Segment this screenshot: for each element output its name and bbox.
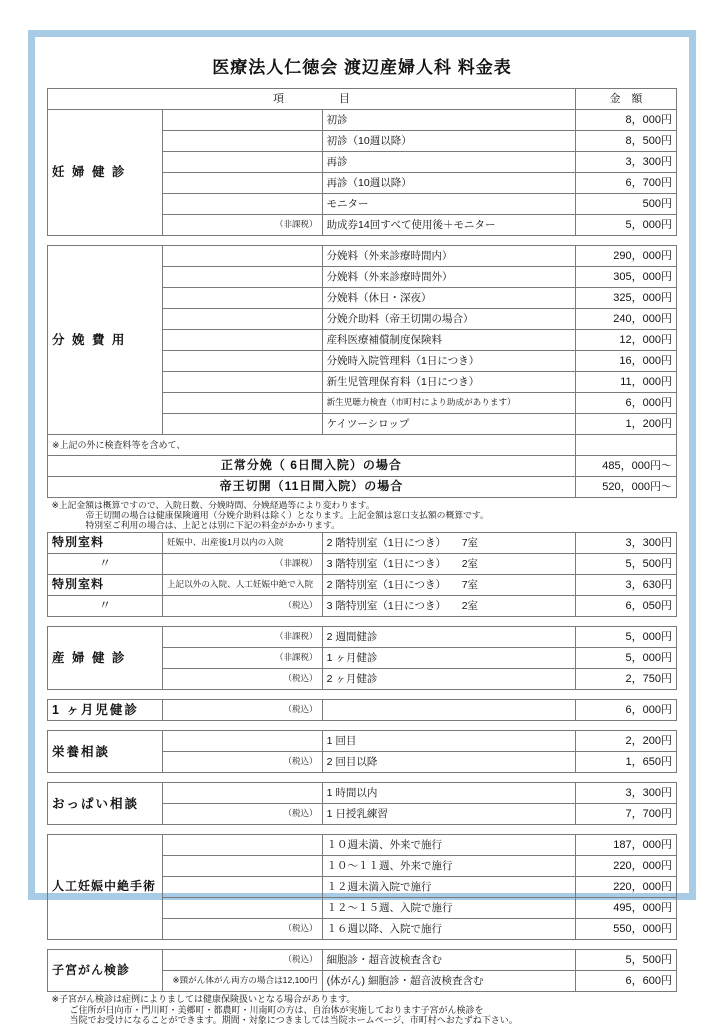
- spacer-row: [48, 617, 677, 627]
- category-label: 産 婦 健 診: [48, 627, 163, 690]
- item-amount: 1，200円: [575, 414, 676, 435]
- table-row: [48, 435, 677, 456]
- spacer-row: [48, 236, 677, 246]
- bottom-note-1: ※子宮がん検診は症例によりましては健康保険扱いとなる場合があります。: [51, 994, 356, 1005]
- tax-note: [162, 152, 322, 173]
- tax-note: （非課税）: [162, 215, 322, 236]
- tax-note: [162, 835, 322, 856]
- item-amount: 495，000円: [575, 898, 676, 919]
- item-amount: 7，700円: [575, 804, 676, 825]
- category-label: 子宮がん検診: [48, 950, 163, 992]
- bottom-note-3: 当院でお受けになることができます。期間・対象につきましては当院ホームページ、市町村へおたずね下さい。: [69, 1015, 518, 1026]
- category-label: 妊 婦 健 診: [48, 110, 163, 236]
- item-label: (体がん) 細胞診・超音波検査含む: [322, 971, 575, 992]
- item-label: 細胞診・超音波検査含む: [322, 950, 575, 971]
- item-amount: 6，600円: [575, 971, 676, 992]
- tax-note: （税込）: [162, 669, 322, 690]
- spacer-row: [48, 773, 677, 783]
- tax-note: [162, 351, 322, 372]
- item-label: １０週未満、外来で施行: [322, 835, 575, 856]
- summary-lead: ※上記の外に検査料等を含めて、: [48, 435, 576, 456]
- room-desc: 上記以外の入院、人工妊娠中絶で入院: [162, 575, 322, 596]
- tax-note: （税込）: [162, 919, 322, 940]
- tax-note: [162, 131, 322, 152]
- room-desc: 妊娠中、出産後1月以内の入院: [162, 533, 322, 554]
- item-amount: 8，000円: [575, 110, 676, 131]
- tax-note: [162, 783, 322, 804]
- tax-note: [162, 288, 322, 309]
- category-label: 特別室料: [48, 533, 163, 554]
- header-amount: 金 額: [575, 89, 676, 110]
- tax-note: [162, 267, 322, 288]
- item-amount: 5，000円: [575, 215, 676, 236]
- item-amount: 240，000円: [575, 309, 676, 330]
- tax-note: [162, 309, 322, 330]
- spacer-row: [48, 690, 677, 700]
- item-label: 初診（10週以降）: [322, 131, 575, 152]
- item-amount: 8，500円: [575, 131, 676, 152]
- tax-note: （非課税）: [162, 627, 322, 648]
- price-list-sheet: [28, 30, 696, 1026]
- page-title: 医療法人仁徳会 渡辺産婦人科 料金表: [212, 58, 512, 77]
- tax-note: [162, 414, 322, 435]
- item-amount: 5，500円: [575, 950, 676, 971]
- tax-note: （非課税）: [162, 648, 322, 669]
- item-label: １０〜１１週、外来で施行: [322, 856, 575, 877]
- item-amount: 1，650円: [575, 752, 676, 773]
- table-row: [48, 783, 677, 804]
- item-amount: 290，000円: [575, 246, 676, 267]
- tax-note: [162, 372, 322, 393]
- tax-note: [162, 246, 322, 267]
- item-label: 2 週間健診: [322, 627, 575, 648]
- mid-note-2: 帝王切開の場合は健康保険適用（分娩介助料は除く）となります。上記金額は窓口支払額の概算です。: [85, 510, 489, 521]
- item-label: 1 ヶ月健診: [322, 648, 575, 669]
- category-label: 特別室料: [48, 575, 163, 596]
- tax-note: （税込）: [162, 950, 322, 971]
- spacer-row: [48, 940, 677, 950]
- bottom-notes-row: [48, 992, 677, 1027]
- tax-note: [162, 110, 322, 131]
- table-row: [48, 596, 677, 617]
- item-label: 3 階特別室（1日につき） 2室: [322, 596, 575, 617]
- table-row: [48, 575, 677, 596]
- room-desc-mark: 〃: [48, 596, 163, 617]
- category-label: 栄養相談: [48, 731, 163, 773]
- item-amount: 325，000円: [575, 288, 676, 309]
- item-label: [322, 700, 575, 721]
- item-label: 分娩時入院管理料（1日につき）: [322, 351, 575, 372]
- item-label: 分娩料（休日・深夜）: [322, 288, 575, 309]
- summary-amount-empty: [575, 435, 676, 456]
- item-label: １２〜１５週、入院で施行: [322, 898, 575, 919]
- item-amount: 6，000円: [575, 393, 676, 414]
- tax-note: （税込）: [162, 752, 322, 773]
- item-amount: 5，000円: [575, 648, 676, 669]
- item-label: 2 階特別室（1日につき） 7室: [322, 575, 575, 596]
- summary-amount: 485，000円〜: [575, 456, 676, 477]
- item-label: 初診: [322, 110, 575, 131]
- item-label: 分娩料（外来診療時間外）: [322, 267, 575, 288]
- item-amount: 5，500円: [575, 554, 676, 575]
- category-label: おっぱい相談: [48, 783, 163, 825]
- spacer-row: [48, 721, 677, 731]
- header-item: 項 目: [48, 89, 576, 110]
- item-label: 1 時間以内: [322, 783, 575, 804]
- item-label: 助成券14回すべて使用後＋モニター: [322, 215, 575, 236]
- item-label: 2 回目以降: [322, 752, 575, 773]
- item-label: 1 日授乳練習: [322, 804, 575, 825]
- tax-note: [162, 173, 322, 194]
- tax-note: （非課税）: [162, 554, 322, 575]
- item-label: 3 階特別室（1日につき） 2室: [322, 554, 575, 575]
- item-amount: 2，200円: [575, 731, 676, 752]
- item-label: 産科医療補償制度保険料: [322, 330, 575, 351]
- item-amount: 550，000円: [575, 919, 676, 940]
- room-desc-mark: 〃: [48, 554, 163, 575]
- table-row: [48, 835, 677, 856]
- table-row: [48, 554, 677, 575]
- table-row: [48, 700, 677, 721]
- table-row: [48, 627, 677, 648]
- item-label: 再診: [322, 152, 575, 173]
- bottom-note-2: ご住所が日向市・門川町・美郷町・都農町・川南町の方は、自治体が実施しております子宮がん検診を: [69, 1004, 484, 1015]
- item-label: 分娩料（外来診療時間内）: [322, 246, 575, 267]
- category-label: 分 娩 費 用: [48, 246, 163, 435]
- spacer-row: [48, 825, 677, 835]
- item-label: 1 回目: [322, 731, 575, 752]
- price-table: [47, 88, 677, 1027]
- item-amount: 3，630円: [575, 575, 676, 596]
- tax-note: [162, 877, 322, 898]
- cancer-sub-note: ※頸がん体がん両方の場合は12,100円: [162, 971, 322, 992]
- table-header-row: [48, 89, 677, 110]
- item-amount: 12，000円: [575, 330, 676, 351]
- summary-label: 帝王切開（11日間入院）の場合: [48, 477, 576, 498]
- mid-note-3: 特別室ご利用の場合は、上記とは別に下記の料金がかかります。: [85, 520, 340, 531]
- item-label: 再診（10週以降）: [322, 173, 575, 194]
- item-label: １２週未満入院で施行: [322, 877, 575, 898]
- tax-note: [162, 330, 322, 351]
- tax-note: [162, 393, 322, 414]
- category-label: 人工妊娠中絶手術: [48, 835, 163, 940]
- item-amount: 2，750円: [575, 669, 676, 690]
- item-label: 新生児聴力検査（市町村により助成があります）: [322, 393, 575, 414]
- tax-note: [162, 898, 322, 919]
- item-label: モニター: [322, 194, 575, 215]
- table-row: [48, 477, 677, 498]
- table-row: [48, 246, 677, 267]
- item-amount: 5，000円: [575, 627, 676, 648]
- category-label: 1 ヶ月児健診: [48, 700, 163, 721]
- summary-amount: 520，000円〜: [575, 477, 676, 498]
- item-amount: 6，050円: [575, 596, 676, 617]
- item-amount: 6，000円: [575, 700, 676, 721]
- tax-note: （税込）: [162, 700, 322, 721]
- mid-notes: [48, 498, 677, 533]
- table-row: [48, 456, 677, 477]
- item-amount: 500円: [575, 194, 676, 215]
- tax-note: [162, 856, 322, 877]
- tax-note: （税込）: [162, 596, 322, 617]
- table-row: [48, 731, 677, 752]
- bottom-notes: [48, 992, 677, 1027]
- item-amount: 6，700円: [575, 173, 676, 194]
- item-amount: 3，300円: [575, 152, 676, 173]
- mid-note-1: ※上記金額は概算ですので、入院日数、分娩時間、分娩経過等により変わります。: [51, 500, 375, 510]
- item-label: 新生児管理保育料（1日につき）: [322, 372, 575, 393]
- item-amount: 305，000円: [575, 267, 676, 288]
- summary-label: 正常分娩（ 6日間入院）の場合: [48, 456, 576, 477]
- item-amount: 220，000円: [575, 877, 676, 898]
- item-amount: 220，000円: [575, 856, 676, 877]
- item-label: ケイツーシロップ: [322, 414, 575, 435]
- item-amount: 3，300円: [575, 783, 676, 804]
- table-row: [48, 533, 677, 554]
- item-label: 分娩介助料（帝王切開の場合）: [322, 309, 575, 330]
- table-row: [48, 950, 677, 971]
- item-label: １６週以降、入院で施行: [322, 919, 575, 940]
- item-amount: 16，000円: [575, 351, 676, 372]
- tax-note: [162, 731, 322, 752]
- item-amount: 11，000円: [575, 372, 676, 393]
- mid-notes-row: [48, 498, 677, 533]
- tax-note: （税込）: [162, 804, 322, 825]
- tax-note: [162, 194, 322, 215]
- item-label: 2 階特別室（1日につき） 7室: [322, 533, 575, 554]
- item-label: 2 ヶ月健診: [322, 669, 575, 690]
- item-amount: 3，300円: [575, 533, 676, 554]
- table-row: [48, 110, 677, 131]
- item-amount: 187，000円: [575, 835, 676, 856]
